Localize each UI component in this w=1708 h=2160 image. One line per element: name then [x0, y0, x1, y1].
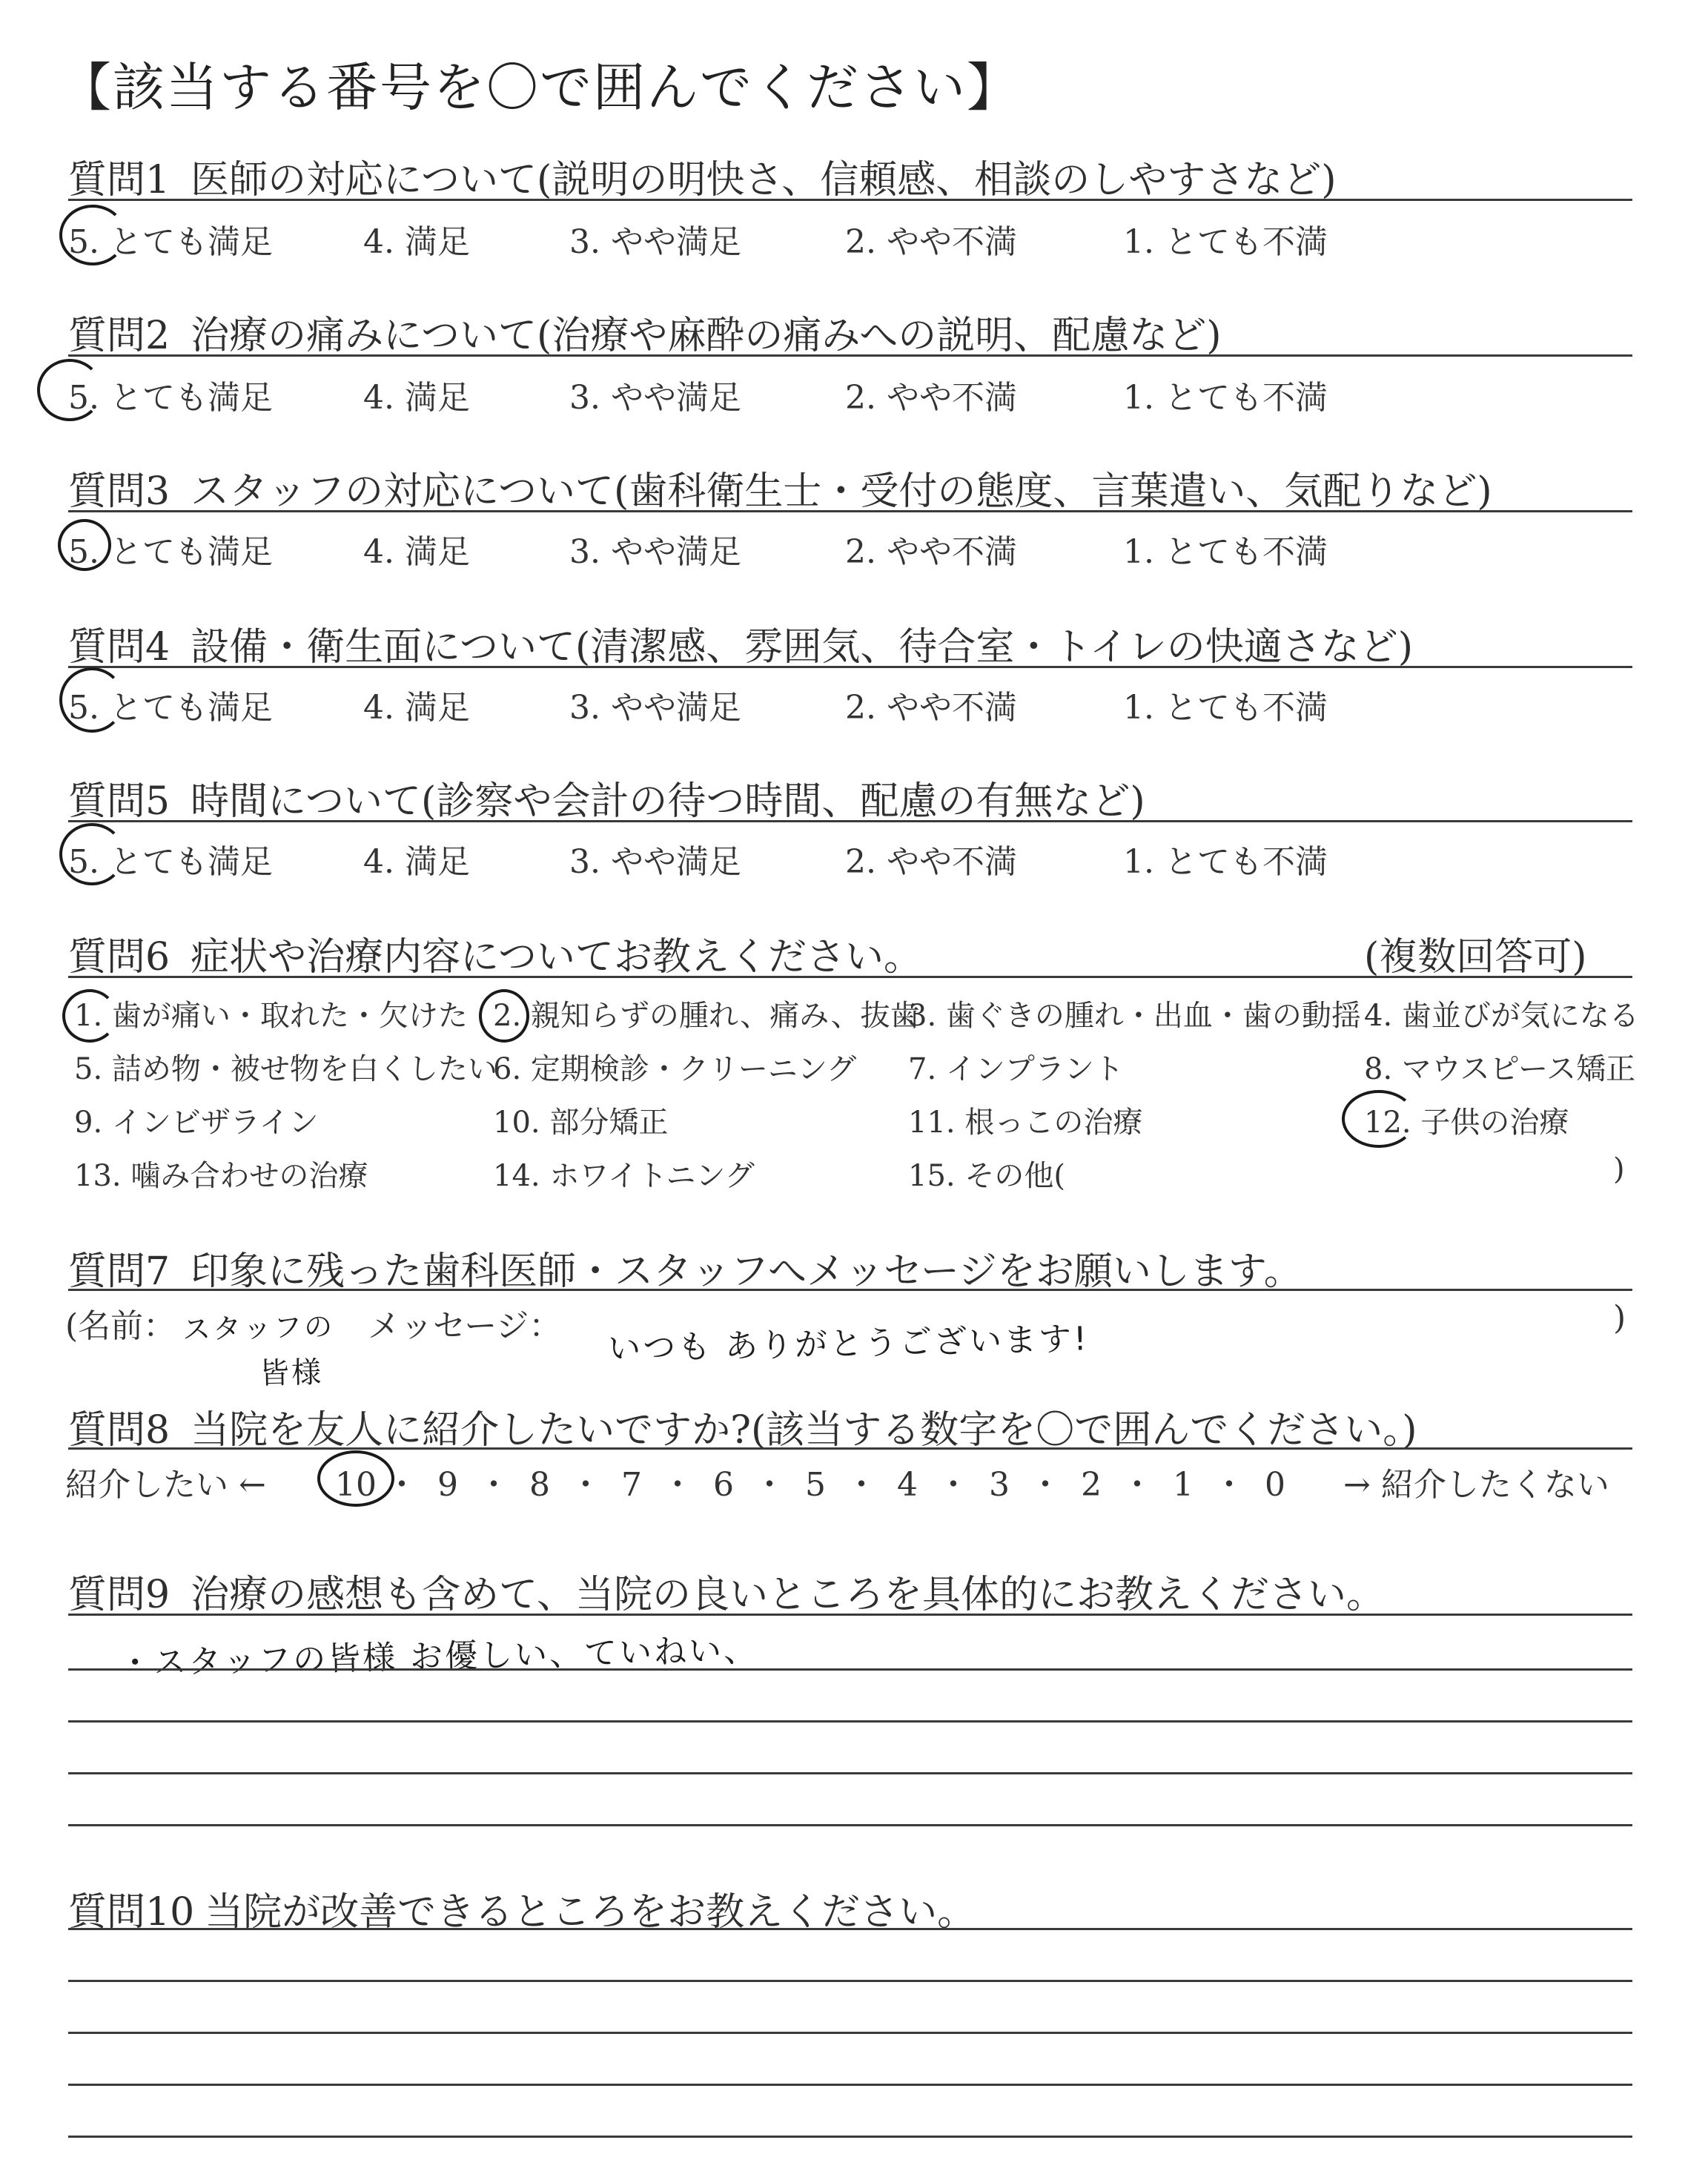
question-6-label: 質問6 [68, 935, 171, 980]
question-7 [68, 1240, 1302, 1295]
message-close-paren: ) [1613, 1299, 1626, 1337]
divider [68, 1614, 1632, 1616]
divider [68, 666, 1632, 668]
q3-option-3[interactable]: 3. やや満足 [569, 533, 741, 571]
q3-option-5[interactable]: 5. とても満足 [68, 533, 273, 571]
question-2-label: 質問2 [68, 314, 171, 358]
selection-circle [59, 205, 126, 265]
q1-option-2[interactable]: 2. やや不満 [845, 223, 1017, 261]
q5-option-5[interactable]: 5. とても満足 [68, 843, 273, 881]
recommend-left-label: 紹介したい ← [65, 1466, 266, 1504]
q5-option-3[interactable]: 3. やや満足 [569, 843, 741, 881]
q6-item-2[interactable]: 2. 親知らずの腫れ、痛み、抜歯 [493, 999, 920, 1033]
name-label: (名前： [65, 1307, 176, 1345]
scale-5[interactable]: 5 [805, 1466, 826, 1504]
question-4-label: 質問4 [68, 625, 171, 670]
selection-circle [479, 989, 529, 1043]
selection-circle [62, 989, 117, 1043]
selection-circle [1342, 1090, 1416, 1148]
q6-other-close-paren: ) [1613, 1152, 1625, 1186]
question-8-text: 当院を友人に紹介したいですか?(該当する数字を〇で囲んでください。) [191, 1408, 1417, 1453]
question-5 [68, 770, 1145, 825]
q6-item-12[interactable]: 12. 子供の治療 [1364, 1106, 1569, 1140]
q6-item-4[interactable]: 4. 歯並びが気になる [1364, 999, 1639, 1033]
q6-item-13[interactable]: 13. 噛み合わせの治療 [74, 1159, 368, 1193]
question-7-text: 印象に残った歯科医師・スタッフへメッセージをお願いします。 [191, 1249, 1302, 1294]
question-4 [68, 615, 1413, 671]
q4-option-2[interactable]: 2. やや不満 [845, 689, 1017, 727]
divider [68, 354, 1632, 357]
question-6 [68, 925, 922, 981]
question-5-label: 質問5 [68, 779, 171, 824]
q6-item-10[interactable]: 10. 部分矯正 [493, 1106, 669, 1140]
scale-4[interactable]: 4 [897, 1466, 918, 1504]
form-title: 【該当する番号を〇で囲んでください】 [59, 57, 1020, 118]
divider [68, 510, 1632, 512]
selection-circle [59, 823, 125, 885]
scale-3[interactable]: 3 [989, 1466, 1010, 1504]
scale-6[interactable]: 6 [713, 1466, 734, 1504]
multiple-answers-note: (複数回答可) [1364, 935, 1587, 980]
q2-option-3[interactable]: 3. やや満足 [569, 379, 741, 417]
question-8 [68, 1398, 1417, 1454]
q6-item-5[interactable]: 5. 詰め物・被せ物を白くしたい [74, 1052, 497, 1086]
q6-item-9[interactable]: 9. インビザライン [74, 1106, 319, 1140]
q3-option-2[interactable]: 2. やや不満 [845, 533, 1017, 571]
question-6-text: 症状や治療内容についてお教えください。 [191, 935, 923, 980]
message-handwritten: いつも ありがとうございます! [607, 1320, 1090, 1368]
q2-option-4[interactable]: 4. 満足 [363, 379, 470, 417]
q6-item-3[interactable]: 3. 歯ぐきの腫れ・出血・歯の動揺 [908, 999, 1361, 1033]
q5-option-1[interactable]: 1. とても不満 [1123, 843, 1328, 881]
divider [68, 820, 1632, 822]
q5-option-4[interactable]: 4. 満足 [363, 843, 470, 881]
scale-2[interactable]: 2 [1081, 1466, 1102, 1504]
question-8-label: 質問8 [68, 1408, 171, 1453]
answer-line [68, 1720, 1632, 1723]
question-3 [68, 460, 1492, 515]
q1-option-4[interactable]: 4. 満足 [363, 223, 470, 261]
selection-circle [37, 359, 102, 421]
selection-circle [317, 1450, 394, 1507]
question-10-text: 当院が改善できるところをお教えください。 [205, 1890, 976, 1935]
q6-item-1[interactable]: 1. 歯が痛い・取れた・欠けた [74, 999, 468, 1033]
answer-line [68, 1980, 1632, 1982]
question-2-text: 治療の痛みについて(治療や麻酔の痛みへの説明、配慮など) [191, 314, 1222, 358]
q1-option-1[interactable]: 1. とても不満 [1123, 223, 1328, 261]
question-1 [68, 148, 1337, 204]
message-label: メッセージ： [368, 1307, 562, 1345]
q4-option-3[interactable]: 3. やや満足 [569, 689, 741, 727]
q1-option-5[interactable]: 5. とても満足 [68, 223, 273, 261]
answer-line [68, 1824, 1632, 1826]
question-1-text: 医師の対応について(説明の明快さ、信頼感、相談のしやすさなど) [191, 158, 1337, 202]
question-10-label: 質問10 [68, 1890, 195, 1935]
scale-9[interactable]: 9 [437, 1466, 458, 1504]
answer-line [68, 2032, 1632, 2034]
q6-item-7[interactable]: 7. インプラント [908, 1052, 1124, 1086]
question-9 [68, 1563, 1385, 1619]
answer-line [68, 2084, 1632, 2086]
question-1-label: 質問1 [68, 158, 171, 202]
q6-item-11[interactable]: 11. 根っこの治療 [908, 1106, 1143, 1140]
answer-line [68, 1772, 1632, 1774]
selection-circle [59, 667, 125, 733]
selection-circle [58, 519, 111, 571]
q6-item-8[interactable]: 8. マウスピース矯正 [1364, 1052, 1636, 1086]
q4-option-4[interactable]: 4. 満足 [363, 689, 470, 727]
question-9-label: 質問9 [68, 1573, 171, 1617]
question-3-label: 質問3 [68, 469, 171, 514]
q5-option-2[interactable]: 2. やや不満 [845, 843, 1017, 881]
scale-0[interactable]: 0 [1265, 1466, 1285, 1504]
answer-line [68, 1928, 1632, 1930]
divider [68, 976, 1632, 978]
answer-line [68, 2136, 1632, 2138]
answer-line [68, 1668, 1632, 1671]
q2-option-1[interactable]: 1. とても不満 [1123, 379, 1328, 417]
q6-item-15[interactable]: 15. その他( [908, 1159, 1065, 1193]
q6-item-14[interactable]: 14. ホワイトニング [493, 1159, 755, 1193]
question-4-text: 設備・衛生面について(清潔感、雰囲気、待合室・トイレの快適さなど) [191, 625, 1414, 670]
question-7-label: 質問7 [68, 1249, 171, 1294]
q2-option-2[interactable]: 2. やや不満 [845, 379, 1017, 417]
q1-option-3[interactable]: 3. やや満足 [569, 223, 741, 261]
scale-10[interactable]: 10 [335, 1466, 377, 1504]
q3-option-1[interactable]: 1. とても不満 [1123, 533, 1328, 571]
scale-7[interactable]: 7 [621, 1466, 642, 1504]
question-9-text: 治療の感想も含めて、当院の良いところを具体的にお教えください。 [191, 1573, 1386, 1617]
q3-option-4[interactable]: 4. 満足 [363, 533, 470, 571]
question-3-text: スタッフの対応について(歯科衛生士・受付の態度、言葉遣い、気配りなど) [191, 469, 1492, 514]
name-handwritten-1: スタッフの [182, 1309, 335, 1347]
name-handwritten-2: 皆様 [259, 1355, 324, 1391]
question-2 [68, 304, 1222, 360]
q4-option-1[interactable]: 1. とても不満 [1123, 689, 1328, 727]
recommend-scale: 10 ・ 9 ・ 8 ・ 7 ・ 6 ・ 5 ・ 4 ・ 3 ・ 2 ・ 1 ・ 0 [326, 1458, 1305, 1505]
recommend-right-label: → 紹介したくない [1343, 1466, 1609, 1504]
divider [68, 1447, 1632, 1450]
scale-8[interactable]: 8 [529, 1466, 550, 1504]
divider [68, 1289, 1632, 1291]
q6-item-6[interactable]: 6. 定期検診・クリーニング [493, 1052, 857, 1086]
divider [68, 199, 1632, 201]
q9-handwritten-answer: ・スタッフの皆様 お優しい、ていねい、 [118, 1631, 759, 1683]
q4-option-5[interactable]: 5. とても満足 [68, 689, 273, 727]
scale-1[interactable]: 1 [1173, 1466, 1194, 1504]
q2-option-5[interactable]: 5. とても満足 [68, 379, 273, 417]
question-5-text: 時間について(診察や会計の待つ時間、配慮の有無など) [191, 779, 1145, 824]
